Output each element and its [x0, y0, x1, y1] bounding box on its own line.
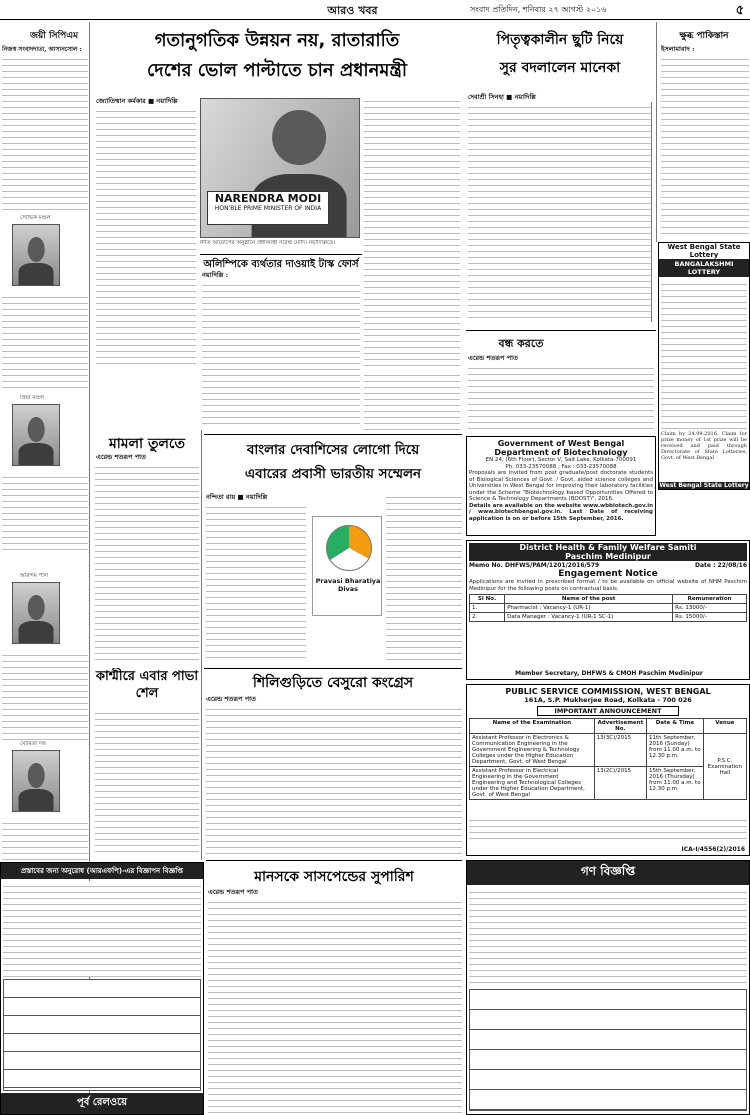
lottery-results	[661, 279, 747, 429]
modi-photo	[200, 98, 360, 238]
modi-nameplate-line2: HON'BLE PRIME MINISTER OF INDIA	[214, 205, 322, 212]
health-th-post: Name of the post	[505, 595, 673, 604]
portrait-2-name: প্রিয়া মণ্ডল	[20, 395, 45, 401]
lead-text-col3	[364, 96, 460, 366]
bandh-story	[466, 330, 656, 434]
lead-text-col3b	[364, 370, 460, 430]
railway-table	[3, 979, 201, 1091]
psc-th-venue: Venue	[703, 719, 746, 734]
health-ad	[466, 540, 750, 680]
gan-table	[469, 989, 747, 1111]
table-cell: Assistant Professor in Electrical Engineering in the Government Engineering and Technological Colleges under the Higher Education Department, Govt. of West Bengal	[470, 767, 595, 800]
lead-headline-1: গতানুগতিক উন্নয়ন নয়, রাতারাতি	[154, 30, 400, 51]
lottery-subtitle: BANGALAKSHMI LOTTERY	[659, 259, 749, 277]
biotech-body: Proposals are invited from post graduate/post doctorate students of Biological Sciences of Govt. / Govt. aided science colleges and Universities in West Bengal for improving their laboratory facilities under the Scheme "Biotechnology based Opportunities Offered to Science & Technology Departments (BOOST)", 2016.	[469, 470, 653, 502]
pakistan-dateline: ইসলামাবাদ :	[661, 45, 695, 53]
mamla-byline: এরেন্ড শতরূপ পাত	[96, 453, 146, 461]
portrait-1-name: সৌভিক মণ্ডল	[20, 215, 51, 221]
lottery-claim: Claim by 24.09.2016. Claim for prize money of 1st prize will be received and paid through Directorate of State Lotteries, Govt. of West Bengal	[661, 431, 747, 461]
gan-title: গণ বিজ্ঞপ্তি	[467, 861, 749, 885]
paternity-byline: দেবাশ্রী সিনহা ■ নয়াদিল্লি	[468, 93, 536, 101]
table-row	[470, 604, 747, 613]
psc-th-exam: Name of the Examination	[470, 719, 595, 734]
pbd-logo	[312, 516, 382, 616]
health-memo: Memo No. DHFWS/PAM/1201/2016/579	[469, 562, 600, 569]
left-story-title: জয়ী সিপিএম	[30, 31, 79, 41]
pakistan-text	[661, 54, 749, 234]
kashmir-title: কাশ্মীরে এবার পাভা শেল	[95, 669, 199, 701]
portrait-1	[12, 224, 60, 286]
suspense-story	[206, 860, 462, 1115]
portrait-3-text	[2, 650, 88, 740]
biotech-link: Details are available on the website www.wbbiotech.gov.in / www.biotechbengal.gov.in. Last Date of receiving application is on or before 15th September, 2016.	[469, 502, 653, 522]
gan-ad	[466, 860, 750, 1115]
olympic-story	[200, 250, 362, 430]
kashmir-text	[95, 708, 199, 853]
modi-nameplate-line1: NARENDRA MODI	[214, 192, 322, 205]
health-th-sl: Sl No.	[470, 595, 505, 604]
lead-byline: জ্যোতিষ্মান কর্মকার ■ নয়াদিল্লি	[96, 97, 178, 105]
biotech-title-2: Department of Biotechnology	[494, 448, 628, 457]
pakistan-title: ক্ষুব্ধ পাকিস্তান	[679, 31, 729, 41]
modi-nameplate	[207, 191, 329, 225]
diaspora-headline-1: বাংলার দেবাশিসের লোগো দিয়ে	[246, 442, 420, 458]
bandh-byline: এরেন্ড শতরূপ পাত	[468, 354, 518, 362]
psc-th-adv: Advertisement No.	[594, 719, 646, 734]
psc-th-date: Date & Time	[647, 719, 704, 734]
mamla-column	[92, 430, 202, 860]
diaspora-headline-2: এবারের প্রবাসী ভারতীয় সম্মেলন	[244, 466, 422, 482]
table-cell: 13(3C)/2015	[594, 734, 646, 767]
psc-address: 161A, S.P. Mukherjee Road, Kolkata - 700 026	[524, 696, 692, 704]
diaspora-headline-block	[204, 434, 462, 488]
pbd-logo-emblem-icon	[326, 525, 372, 571]
suspense-title: মানসকে সাসপেন্ডের সুপারিশ	[254, 869, 414, 885]
lottery-ad	[658, 242, 750, 490]
issue-date: সংবাদ প্রতিদিন, শনিবার ২৭ আগস্ট ২০১৬	[470, 5, 607, 14]
diaspora-text-col3	[386, 492, 462, 662]
siliguri-byline: এরেন্ড শতরূপ পাত	[206, 695, 256, 703]
olympic-title: অলিম্পিকে ব্যর্থতার দাওয়াই টাস্ক ফোর্স	[200, 254, 362, 274]
diaspora-byline: নন্দিতা রায় ■ নয়াদিল্লি	[206, 493, 268, 501]
paternity-headline-block	[466, 22, 654, 92]
pakistan-story	[656, 22, 750, 242]
health-memo-date: Date : 22/08/16	[695, 562, 747, 569]
health-body: Applications are invited in prescribed format / to be available on official website of NHM Paschim Medinipur for the following posts on contractual basis.	[469, 579, 747, 592]
portrait-4	[12, 750, 60, 812]
biotech-ad	[466, 436, 656, 536]
psc-notice: IMPORTANT ANNOUNCEMENT	[537, 706, 679, 716]
lead-headline-2: দেশের ভোল পাল্টাতে চান প্রধানমন্ত্রী	[146, 60, 408, 81]
health-notice: Engagement Notice	[558, 569, 658, 579]
psc-table	[469, 718, 747, 800]
lottery-title: West Bengal State Lottery	[667, 243, 741, 259]
gan-text	[469, 887, 747, 987]
mamla-text	[95, 462, 199, 662]
paternity-text	[468, 102, 652, 322]
portrait-3-name: অরিন্দম পাল	[20, 573, 49, 579]
pbd-logo-text: Pravasi Bharatiya Divas	[315, 577, 381, 593]
section-label: আরও খবর	[327, 4, 378, 17]
portrait-1-text	[2, 292, 88, 388]
portrait-4-name: মৌমিতা দত্ত	[20, 741, 46, 747]
portrait-3	[12, 582, 60, 644]
table-cell: 15th September, 2016 (Thursday) from 11.00 a.m. to 12.30 p.m.	[647, 767, 704, 800]
portrait-2	[12, 404, 60, 466]
health-sign: Member Secretary, DHFWS & CMOH Paschim Medinipur	[515, 670, 703, 677]
suspense-text	[208, 897, 462, 1113]
health-th-pay: Remuneration	[673, 595, 747, 604]
biotech-title-1: Government of West Bengal	[497, 439, 625, 448]
page-number: ৫	[735, 3, 744, 18]
left-story-dateline: নিজস্ব সংবাদদাতা, আসানসোল :	[2, 46, 82, 53]
psc-ica: ICA-I/4556(2)/2016	[681, 846, 745, 853]
psc-title: PUBLIC SERVICE COMMISSION, WEST BENGAL	[505, 687, 711, 696]
table-cell: Data Manager : Vacancy-1 (UR-1 SC-1)	[505, 613, 673, 622]
suspense-byline: এরেন্ড শতরূপ পাত	[208, 888, 258, 896]
railway-ad	[0, 862, 204, 1115]
lottery-footer: West Bengal State Lottery	[659, 482, 749, 489]
olympic-dateline: নয়াদিল্লি :	[202, 271, 229, 279]
modi-photo-caption: নীতি আয়োগের অনুষ্ঠানে প্রধানমন্ত্রী নরেন্দ্র মোদি। নয়াদিল্লিতে।	[200, 240, 336, 246]
table-cell: Pharmacist : Vacancy-1 (UR-1)	[505, 604, 673, 613]
lead-text-col1	[96, 106, 196, 366]
left-story-text	[2, 54, 88, 214]
siliguri-title: শিলিগুড়িতে বেসুরো কংগ্রেস	[252, 675, 414, 690]
psc-notes	[469, 815, 747, 843]
health-table	[469, 594, 747, 622]
table-cell: 2.	[470, 613, 505, 622]
mamla-title: মামলা তুলতে	[108, 436, 186, 452]
table-row	[470, 613, 747, 622]
table-cell: Assistant Professor in Electronics & Communication Engineering in the Government Engineering & Technology Colleges under the Higher Education Department, Govt. of West Bengal	[470, 734, 595, 767]
paternity-headline-2: সুর বদলালেন মানেকা	[499, 60, 621, 76]
diaspora-text-col1	[206, 502, 306, 662]
table-cell: 11th September, 2016 (Sunday) from 11.00 a.m. to 12.30 p.m.	[647, 734, 704, 767]
biotech-address: EN 24, (6th Floor), Sector V, Salt Lake, Kolkata-700091	[485, 457, 637, 463]
railway-footer: পূর্ব রেলওয়ে	[1, 1093, 203, 1114]
table-cell: 13(2C)/2015	[594, 767, 646, 800]
olympic-text	[202, 280, 360, 426]
railway-text	[3, 881, 201, 977]
table-cell: Rs. 13000/-	[673, 604, 747, 613]
table-cell: Rs. 15000/-	[673, 613, 747, 622]
siliguri-headline-block	[204, 668, 462, 690]
biotech-phone: Ph: 033-23570088 ; Fax : 033-23570088	[505, 463, 617, 470]
bandh-text	[468, 363, 654, 433]
psc-ad	[466, 684, 750, 856]
table-cell: P.S.C. Examination Hall	[703, 734, 746, 800]
lead-headline-block	[92, 22, 462, 92]
paternity-headline-1: পিতৃত্বকালীন ছুটি নিয়ে	[496, 32, 624, 48]
health-title-1: District Health & Family Welfare Samiti	[469, 543, 747, 552]
railway-title: প্রস্তাবের জন্য অনুরোধ (আরএফপি)-এর বিজ্ঞাপন বিজ্ঞপ্তি	[1, 863, 203, 879]
page-header	[0, 0, 750, 20]
table-cell: 1.	[470, 604, 505, 613]
siliguri-text	[206, 704, 462, 854]
bandh-title: বন্ধ করতে	[498, 337, 544, 350]
portrait-2-text	[2, 472, 88, 552]
health-title-2: Paschim Medinipur	[469, 552, 747, 561]
table-row	[470, 734, 747, 767]
